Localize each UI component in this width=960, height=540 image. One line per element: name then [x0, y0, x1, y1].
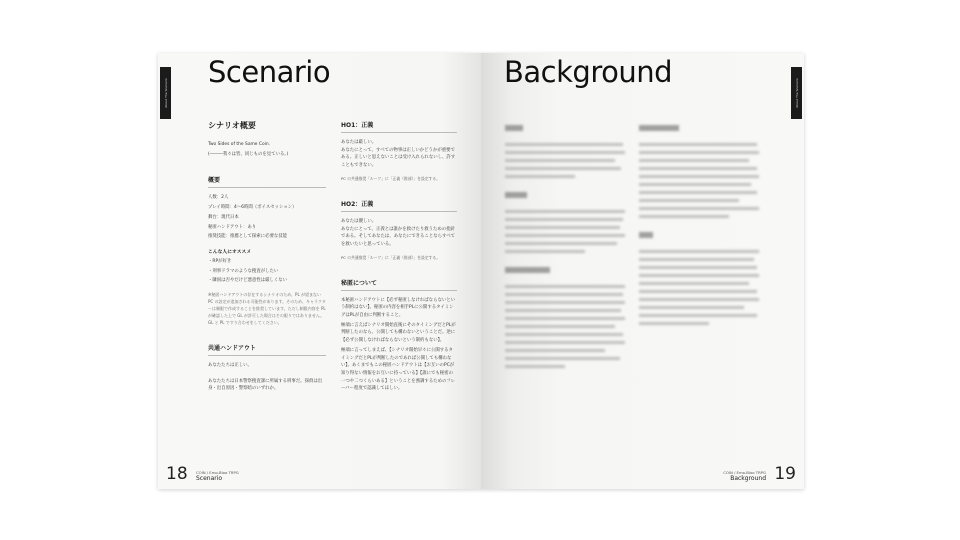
overview-line: 舞台：現代日本	[208, 214, 239, 220]
blurred-text-column-2	[639, 125, 761, 330]
right-side-tab-label: About The Scenario	[794, 78, 799, 108]
page-number-left: 18	[166, 464, 188, 484]
secret-paragraph: 極端に言ってしまえば、【シナリオ開始早々に公開するタイミングだとPLが判断したのであれば公開しても構わない】。あくまでもこの秘匿ハンドアウトは【お互いのPCが知り得ない情報をお互いに持っている】【誰にでも秘密の一つや二つくらいある】ということを強調するためのフレーバー程度で認識してほしい。	[341, 347, 455, 392]
right-side-tab	[791, 67, 802, 119]
overview-line: 推奨技能：推薦として探索に必要な技能	[208, 234, 288, 240]
right-page-title: Background	[504, 55, 673, 89]
ho1-note: PC の共通推奨「ルーツ」に「正義（推部）」を設定する。	[341, 175, 441, 181]
recommend-item: ・隣国は否やだけど悪意性は厳しくない	[208, 278, 288, 284]
ho2-heading: HO2：正義	[341, 199, 457, 212]
secret-note: ※秘匿ハンドアウトの存在するシナリオのため、PL が望まない PC の設定が追加される可能性があります。そのため、キャラクターは制限で作成することを推奨しています。ただし制限内容を PL が確認した上で GL が許可した場合はその限りではありません。GL と PL ですり合わせをしてください。	[208, 292, 326, 326]
footer-section-left: Scenario	[196, 475, 223, 482]
ho1-text: あなたは厳しい。 あなたにとって、すべての物事は正しいかどうかが重要である。正しいと思えないことは受け入れられないし、許すこともできない。	[341, 140, 456, 169]
blurred-text-column-1	[505, 125, 627, 373]
left-column-1	[208, 120, 326, 395]
left-side-tab-label: About The Scenario	[163, 78, 168, 108]
left-page-title: Scenario	[208, 55, 331, 89]
recommend-item: ・刑事ドラマのような捜査がしたい	[208, 268, 279, 274]
ho2-text: あなたは優しい。 あなたにとって、正義とは誰かを救けたり救うための指針である。そしてあなたは、あなたにできることならすべてを救いたいと思っている。	[341, 218, 456, 247]
left-page	[158, 53, 481, 489]
scenario-overview-heading: シナリオ概要	[208, 121, 256, 130]
recommend-heading: こんな人にオススメ	[208, 249, 252, 255]
tagline-en: Two Sides of the Same Coin.	[208, 142, 271, 147]
overview-line: 秘匿ハンドアウト：あり	[208, 224, 257, 230]
footer-section-right: Background	[730, 475, 766, 482]
secret-heading: 秘匿について	[341, 278, 457, 291]
secret-paragraph: 本秘匿ハンドアウトに【必ず秘匿しなければならないという制約はない】。秘匿の内容を相手PLに公開するタイミングはPLが自由に判断すること。	[341, 297, 456, 319]
secret-paragraph: 極端に言えばシナリオ開始直後にそのタイミングだとPLが判断したのなら、公開しても構わないということだ。逆に【必ず公開しなければならないという制約もない】。	[341, 322, 456, 344]
footer-meta-left: COIN / Emo-Bloo TRPG	[196, 470, 239, 475]
right-page	[481, 53, 804, 489]
overview-line: 人数：2人	[208, 195, 229, 201]
overview-line: プレイ時間：4〜6時間（ボイスセッション）	[208, 205, 297, 211]
common-handout-line: あなたたちは正しい。	[208, 363, 252, 369]
ho1-heading: HO1：正義	[341, 120, 457, 133]
footer-meta-right: COIN / Emo-Bloo TRPG	[723, 470, 766, 475]
tagline-jp: (―――我々は皆、同じものを見ている。)	[208, 151, 289, 157]
book-spread	[158, 53, 804, 489]
ho2-note: PC の共通推奨「ルーツ」に「正義（推部）」を設定する。	[341, 254, 441, 260]
overview-heading: 概要	[208, 175, 326, 188]
common-handout-heading: 共通ハンドアウト	[208, 343, 326, 356]
common-handout-text: あなたたちは日本警察捜査課に所属する刑事だ。探偵は出身・出自原因・警察暗のいずれか。	[208, 378, 323, 392]
left-column-2	[341, 120, 457, 395]
page-number-right: 19	[774, 464, 796, 484]
recommend-item: ・RPが好き	[208, 258, 232, 264]
left-side-tab	[160, 67, 171, 119]
